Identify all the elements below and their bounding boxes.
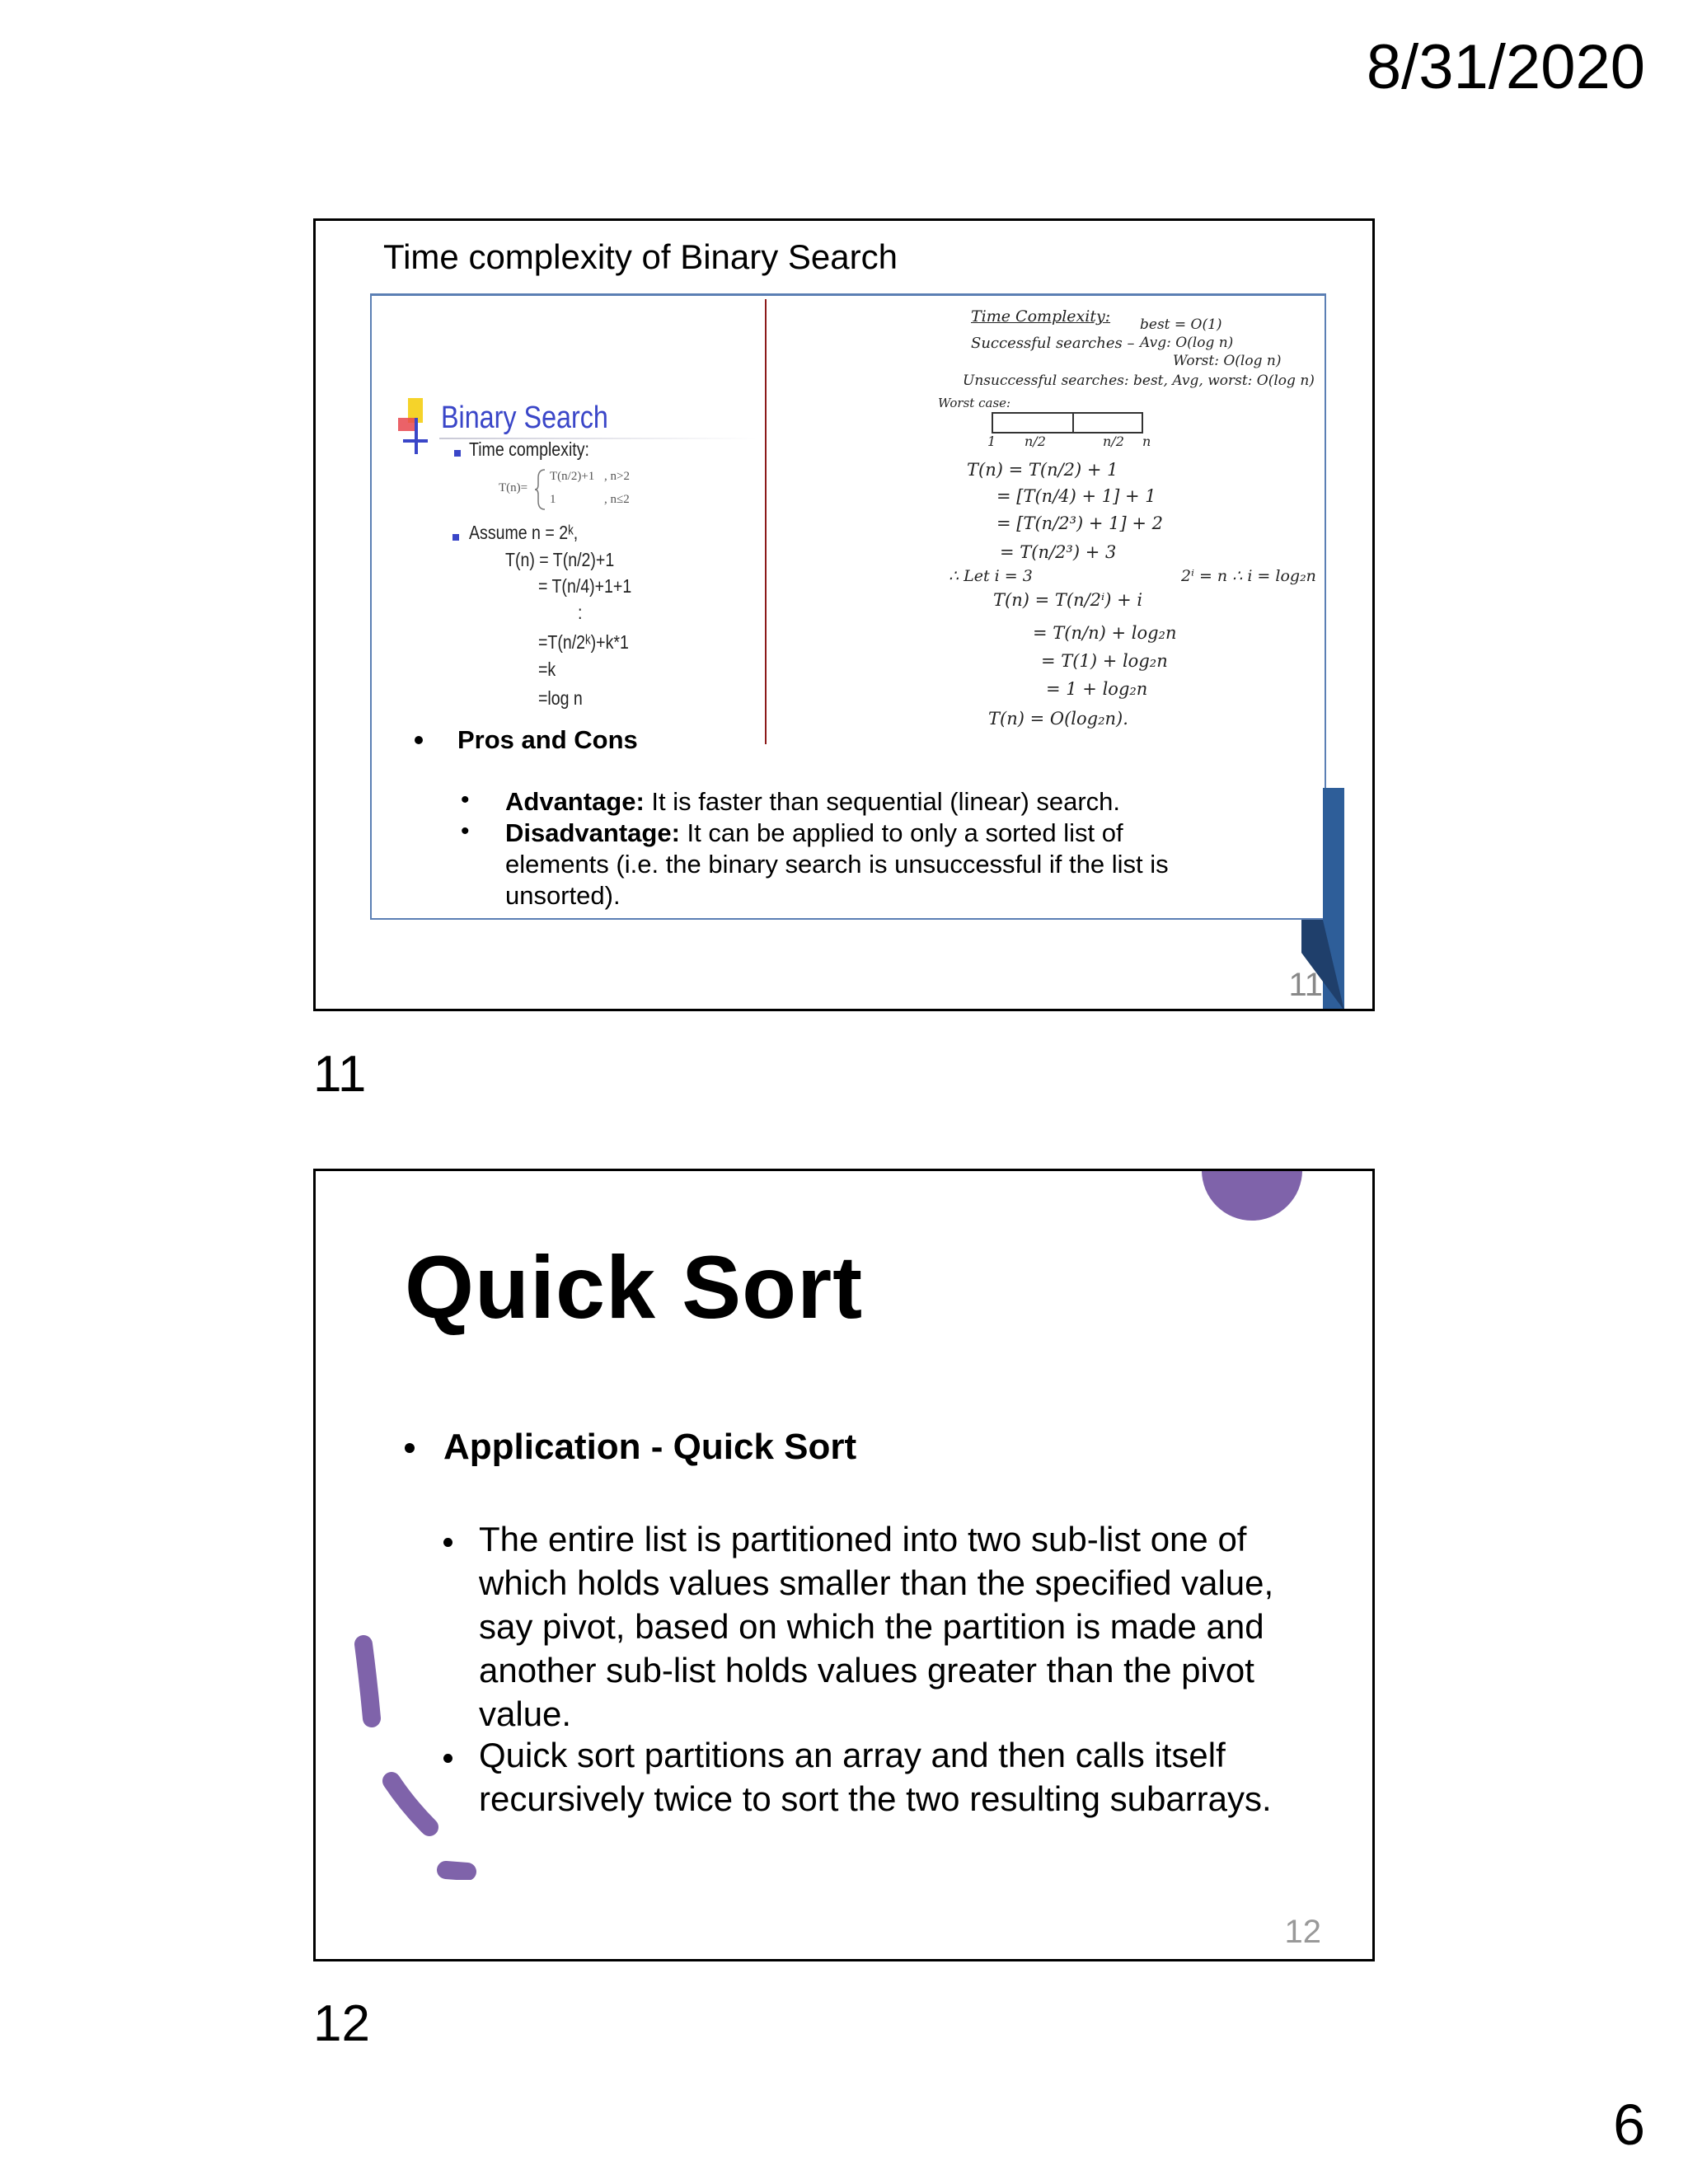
handwritten-step: = 1 + log₂n: [1046, 679, 1148, 699]
derivation-line: :: [578, 602, 583, 623]
handwritten-unsuccessful: Unsuccessful searches: best, Avg, worst: O(log n): [963, 373, 1315, 389]
axis-label: n: [1142, 434, 1151, 449]
bullet-icon: [443, 1538, 452, 1547]
binary-search-logo-icon: [398, 398, 438, 464]
disadvantage-item: [505, 818, 1231, 912]
bullet-icon: [405, 1443, 415, 1453]
advantage-label: Advantage:: [505, 787, 645, 816]
handwritten-title: Time Complexity:: [971, 307, 1111, 326]
disadvantage-label: Disadvantage:: [505, 818, 680, 847]
recurrence-cond-1: , n>2: [604, 470, 630, 483]
slide-caption: 11: [313, 1046, 367, 1103]
handwritten-worst-case: Worst case:: [938, 396, 1011, 410]
array-diagram: [992, 412, 1143, 434]
recurrence-case-2: 1: [550, 493, 556, 506]
page-number: 6: [1613, 2093, 1645, 2157]
handwritten-step: = T(n/n) + log₂n: [1033, 623, 1177, 643]
recurrence-cond-2: , n≤2: [604, 493, 630, 506]
decorative-circle: [1202, 1169, 1302, 1221]
derivation-line: = T(n/4)+1+1: [538, 575, 632, 597]
handwritten-step: = [T(n/4) + 1] + 1: [996, 486, 1156, 506]
slide-11: [313, 218, 1375, 1011]
advantage-item: [505, 786, 1247, 818]
divider-line: [765, 299, 767, 744]
recurrence-lhs: T(n)=: [499, 481, 528, 494]
slide-subheading: Application - Quick Sort: [443, 1427, 857, 1467]
handwritten-worst: Worst: O(log n): [1173, 353, 1282, 369]
advantage-text: It is faster than sequential (linear) search.: [644, 787, 1121, 816]
derivation-line: =log n: [538, 687, 583, 709]
derivation-line: =T(n/2ᵏ)+k*1: [538, 631, 629, 653]
disadvantage-text: It can be applied to only a sorted list of elements (i.e. the binary search is unsuccessful if the list is unsorted).: [505, 818, 1169, 910]
bullet-icon: [452, 534, 459, 541]
bullet-icon: [454, 450, 461, 457]
handwritten-avg: Avg: O(log n): [1140, 335, 1234, 351]
assume-text: Assume n = 2ᵏ,: [469, 522, 579, 543]
slide-title: Time complexity of Binary Search: [383, 237, 898, 276]
axis-label: 1: [987, 434, 996, 449]
slide-title: Quick Sort: [405, 1237, 864, 1337]
pros-cons-heading: Pros and Cons: [457, 725, 638, 754]
handwritten-side-note: 2ⁱ = n ∴ i = log₂n: [1181, 567, 1316, 585]
handwritten-step: ∴ Let i = 3: [949, 567, 1033, 585]
list-item: Quick sort partitions an array and then calls itself recursively twice to sort the two resulting subarrays.: [479, 1736, 1272, 1818]
bullet-icon: [415, 736, 423, 744]
slide-number: 12: [1284, 1914, 1321, 1950]
bullet-icon: •: [461, 818, 470, 845]
handwritten-step: T(n) = T(n/2) + 1: [967, 460, 1118, 480]
derivation-line: =k: [538, 658, 556, 680]
slide-12: [313, 1169, 1375, 1961]
handwritten-step: = T(n/2³) + 3: [1000, 542, 1117, 562]
bullet-icon: •: [461, 786, 470, 813]
handwritten-successful: Successful searches –: [971, 335, 1135, 352]
embedded-heading: Binary Search: [441, 401, 608, 435]
handwritten-best: best = O(1): [1140, 316, 1222, 333]
time-complexity-label: Time complexity:: [469, 438, 589, 460]
handwritten-step: = T(1) + log₂n: [1041, 651, 1168, 671]
slide-number: 11: [1288, 967, 1323, 1003]
axis-label: n/2: [1025, 434, 1046, 449]
brace-icon: [535, 468, 546, 511]
derivation-line: T(n) = T(n/2)+1: [505, 549, 615, 570]
array-divider: [1072, 412, 1074, 432]
list-item: The entire list is partitioned into two sub-list one of which holds values smaller than the specified value, say pivot, based on which the partition is made and another sub-list holds values greater than the pivot value.: [479, 1520, 1274, 1733]
handwritten-step: T(n) = O(log₂n).: [988, 709, 1128, 729]
recurrence-case-1: T(n/2)+1: [550, 470, 595, 483]
decorative-strokes: [340, 1633, 489, 1880]
page-date: 8/31/2020: [1366, 32, 1645, 102]
axis-label: n/2: [1103, 434, 1124, 449]
handwritten-step: = [T(n/2³) + 1] + 2: [996, 513, 1164, 533]
slide-caption: 12: [313, 1995, 370, 2052]
handwritten-step: T(n) = T(n/2ⁱ) + i: [993, 590, 1143, 610]
